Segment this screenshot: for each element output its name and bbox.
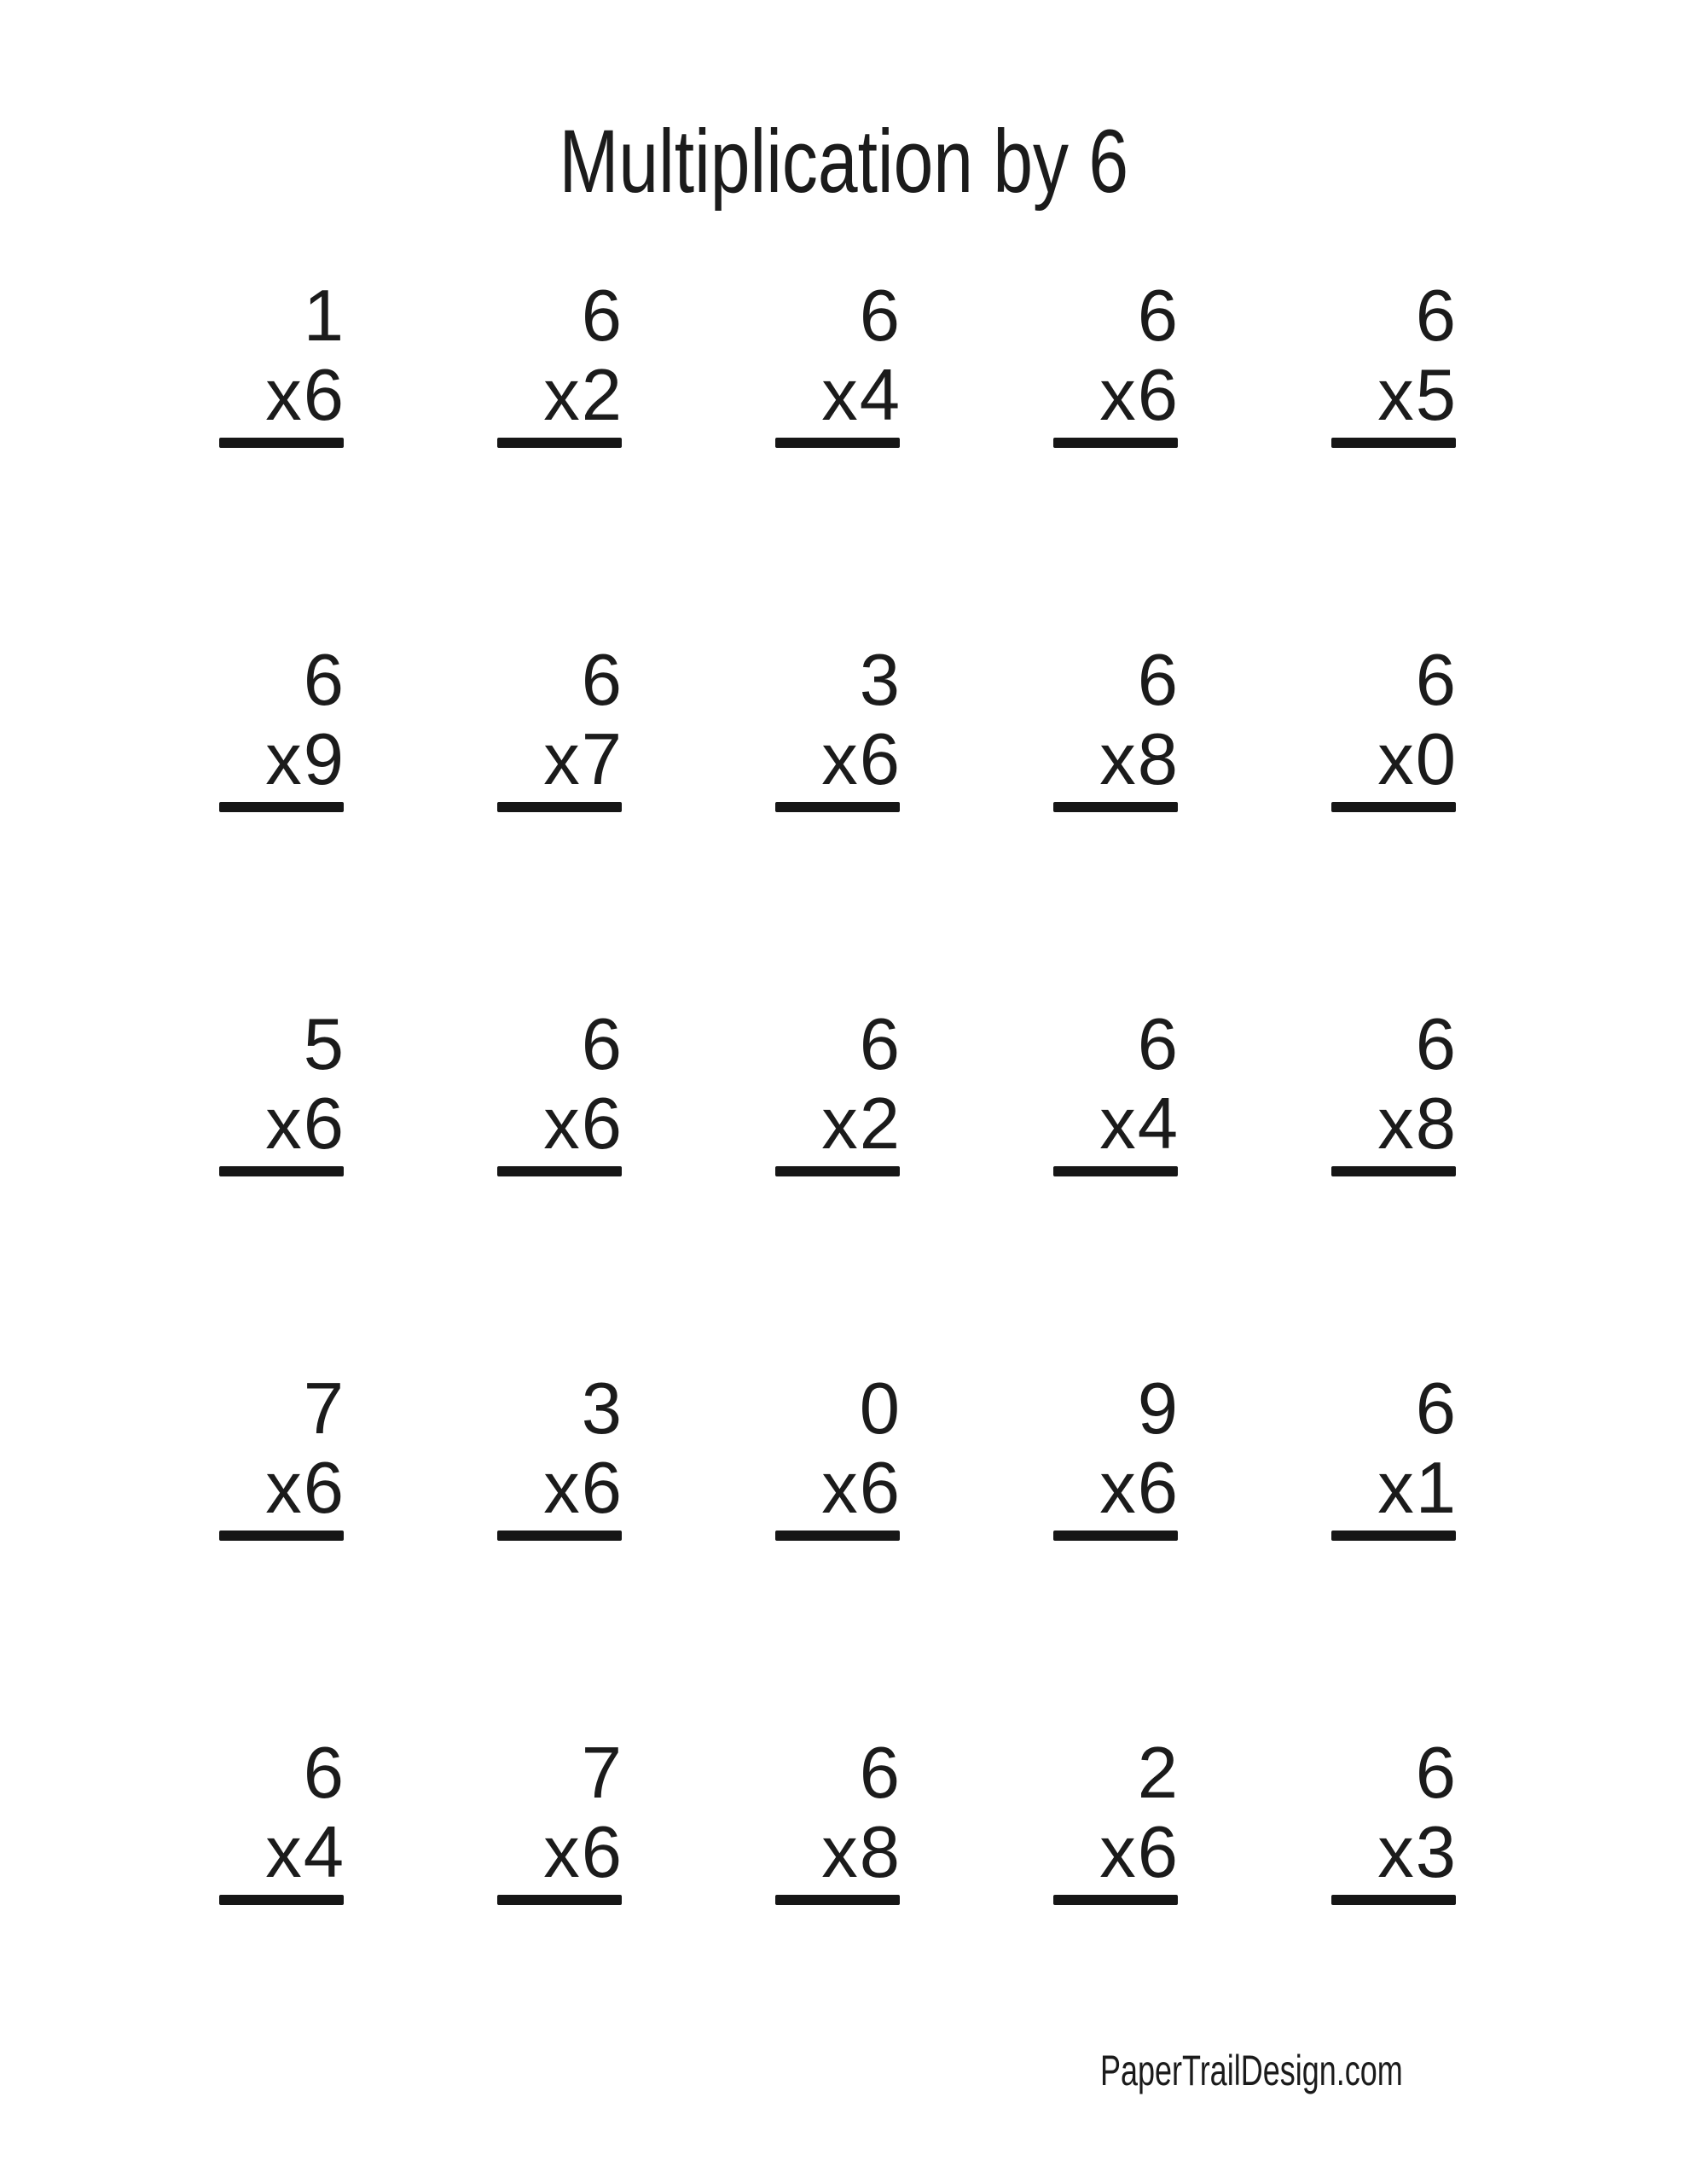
- multiplier-digit: 6: [859, 719, 900, 800]
- answer-line: [497, 1895, 622, 1905]
- multiply-operator: x: [1099, 355, 1136, 436]
- problem-r3-c1: [216, 1005, 344, 1369]
- answer-line: [1053, 1531, 1178, 1541]
- multiplier-row: [1328, 1813, 1456, 1892]
- problem-r2-c2: [494, 641, 622, 1005]
- problem-r5-c5: [1328, 1734, 1456, 2098]
- answer-line: [1331, 1166, 1456, 1176]
- multiplier-digit: 9: [303, 719, 344, 800]
- multiplier-digit: 6: [1137, 1812, 1178, 1893]
- multiply-operator: x: [1099, 719, 1136, 800]
- multiplier-digit: 6: [581, 1812, 622, 1893]
- multiply-operator: x: [543, 719, 580, 800]
- problem-r4-c5: [1328, 1369, 1456, 1734]
- footer-credit: [983, 2046, 1403, 2095]
- multiplicand-digit: 2: [1137, 1733, 1178, 1814]
- multiplier-row: [772, 1813, 900, 1892]
- multiply-operator: x: [1377, 1448, 1414, 1529]
- problem-r3-c4: [1050, 1005, 1178, 1369]
- multiplier-digit: 4: [1137, 1083, 1178, 1165]
- multiplicand-digit: 6: [1137, 1004, 1178, 1085]
- multiplicand-digit: 6: [303, 1733, 344, 1814]
- multiplier-digit: 2: [581, 355, 622, 436]
- problem-r5-c4: [1050, 1734, 1178, 2098]
- page-title: [0, 111, 1687, 213]
- multiplier-row: [216, 720, 344, 799]
- multiplier-digit: 6: [1137, 1448, 1178, 1529]
- multiplicand-digit: 5: [303, 1004, 344, 1085]
- multiplier-digit: 0: [1415, 719, 1456, 800]
- answer-line: [1053, 1166, 1178, 1176]
- multiplicand-digit: 9: [1137, 1368, 1178, 1449]
- multiply-operator: x: [543, 355, 580, 436]
- problem-r3-c3: [772, 1005, 900, 1369]
- multiplier-row: [494, 1084, 622, 1164]
- answer-line: [219, 438, 344, 448]
- multiplier-digit: 7: [581, 719, 622, 800]
- multiplicand-digit: 1: [303, 276, 344, 357]
- multiplier-row: [1328, 720, 1456, 799]
- multiplicand-digit: 3: [859, 640, 900, 721]
- multiplicand-digit: 6: [1137, 276, 1178, 357]
- footer-credit-text: PaperTrailDesign.com: [1100, 2047, 1403, 2094]
- multiplicand-digit: 6: [581, 1004, 622, 1085]
- problem-r3-c2: [494, 1005, 622, 1369]
- multiplier-digit: 6: [859, 1448, 900, 1529]
- problem-r4-c3: [772, 1369, 900, 1734]
- multiplier-row: [772, 1084, 900, 1164]
- multiplicand-digit: 6: [581, 276, 622, 357]
- multiplier-row: [494, 1449, 622, 1528]
- answer-line: [1331, 1895, 1456, 1905]
- problem-r4-c4: [1050, 1369, 1178, 1734]
- multiplier-row: [772, 720, 900, 799]
- multiplier-row: [1328, 356, 1456, 435]
- multiplier-digit: 3: [1415, 1812, 1456, 1893]
- answer-line: [1053, 438, 1178, 448]
- answer-line: [775, 438, 900, 448]
- multiply-operator: x: [1377, 1083, 1414, 1165]
- problem-r1-c4: [1050, 276, 1178, 641]
- multiplicand-digit: 6: [859, 276, 900, 357]
- multiplicand-digit: 6: [1137, 640, 1178, 721]
- multiplicand-digit: 6: [1415, 1733, 1456, 1814]
- multiplier-digit: 8: [1137, 719, 1178, 800]
- multiplicand-digit: 6: [859, 1004, 900, 1085]
- multiply-operator: x: [821, 719, 858, 800]
- problem-r2-c1: [216, 641, 344, 1005]
- multiplier-row: [494, 1813, 622, 1892]
- multiplier-row: [1328, 1084, 1456, 1164]
- page-title-text: Multiplication by 6: [559, 112, 1128, 212]
- answer-line: [775, 1531, 900, 1541]
- answer-line: [219, 1166, 344, 1176]
- multiplier-row: [1328, 1449, 1456, 1528]
- multiply-operator: x: [821, 1083, 858, 1165]
- problem-r2-c3: [772, 641, 900, 1005]
- problem-r4-c1: [216, 1369, 344, 1734]
- multiply-operator: x: [265, 1812, 302, 1893]
- multiplier-digit: 6: [303, 1083, 344, 1165]
- answer-line: [775, 802, 900, 812]
- multiply-operator: x: [543, 1083, 580, 1165]
- multiplier-row: [1050, 1449, 1178, 1528]
- answer-line: [497, 1166, 622, 1176]
- multiply-operator: x: [821, 355, 858, 436]
- multiplier-digit: 6: [1137, 355, 1178, 436]
- answer-line: [219, 1895, 344, 1905]
- multiplier-digit: 8: [859, 1812, 900, 1893]
- multiplicand-digit: 6: [1415, 276, 1456, 357]
- answer-line: [497, 438, 622, 448]
- multiplier-digit: 2: [859, 1083, 900, 1165]
- problem-r1-c2: [494, 276, 622, 641]
- multiply-operator: x: [1099, 1083, 1136, 1165]
- multiplier-row: [216, 1449, 344, 1528]
- answer-line: [775, 1166, 900, 1176]
- multiplier-digit: 6: [581, 1083, 622, 1165]
- multiplier-digit: 6: [303, 355, 344, 436]
- answer-line: [497, 1531, 622, 1541]
- multiply-operator: x: [1377, 1812, 1414, 1893]
- multiplicand-digit: 0: [859, 1368, 900, 1449]
- multiplicand-digit: 6: [859, 1733, 900, 1814]
- multiplicand-digit: 6: [581, 640, 622, 721]
- problem-r5-c3: [772, 1734, 900, 2098]
- multiplier-row: [1050, 356, 1178, 435]
- problem-r1-c1: [216, 276, 344, 641]
- answer-line: [1331, 802, 1456, 812]
- answer-line: [1053, 802, 1178, 812]
- multiply-operator: x: [821, 1812, 858, 1893]
- problem-r2-c5: [1328, 641, 1456, 1005]
- multiplier-row: [1050, 720, 1178, 799]
- multiply-operator: x: [1377, 719, 1414, 800]
- multiplier-digit: 8: [1415, 1083, 1456, 1165]
- multiply-operator: x: [265, 1083, 302, 1165]
- problem-r5-c2: [494, 1734, 622, 2098]
- multiply-operator: x: [543, 1448, 580, 1529]
- multiplier-row: [216, 1084, 344, 1164]
- multiply-operator: x: [265, 1448, 302, 1529]
- multiply-operator: x: [1377, 355, 1414, 436]
- multiplier-row: [216, 356, 344, 435]
- multiplier-digit: 5: [1415, 355, 1456, 436]
- multiply-operator: x: [265, 355, 302, 436]
- multiplier-digit: 6: [303, 1448, 344, 1529]
- multiplicand-digit: 7: [303, 1368, 344, 1449]
- multiplier-digit: 4: [303, 1812, 344, 1893]
- multiply-operator: x: [543, 1812, 580, 1893]
- answer-line: [219, 802, 344, 812]
- multiplier-digit: 6: [581, 1448, 622, 1529]
- multiply-operator: x: [1099, 1812, 1136, 1893]
- multiplier-digit: 4: [859, 355, 900, 436]
- problem-r1-c3: [772, 276, 900, 641]
- multiplier-row: [1050, 1084, 1178, 1164]
- multiplier-row: [216, 1813, 344, 1892]
- multiplicand-digit: 6: [1415, 640, 1456, 721]
- answer-line: [1331, 1531, 1456, 1541]
- answer-line: [1053, 1895, 1178, 1905]
- problems-grid: [141, 276, 1531, 2098]
- problem-r3-c5: [1328, 1005, 1456, 1369]
- answer-line: [775, 1895, 900, 1905]
- problem-r2-c4: [1050, 641, 1178, 1005]
- multiplier-row: [772, 1449, 900, 1528]
- multiplicand-digit: 6: [1415, 1004, 1456, 1085]
- multiplier-row: [772, 356, 900, 435]
- multiply-operator: x: [821, 1448, 858, 1529]
- answer-line: [1331, 438, 1456, 448]
- answer-line: [219, 1531, 344, 1541]
- multiplier-row: [494, 720, 622, 799]
- multiplicand-digit: 3: [581, 1368, 622, 1449]
- problem-r4-c2: [494, 1369, 622, 1734]
- multiplicand-digit: 6: [303, 640, 344, 721]
- problem-r5-c1: [216, 1734, 344, 2098]
- multiplicand-digit: 7: [581, 1733, 622, 1814]
- multiply-operator: x: [1099, 1448, 1136, 1529]
- problem-r1-c5: [1328, 276, 1456, 641]
- answer-line: [497, 802, 622, 812]
- multiplicand-digit: 6: [1415, 1368, 1456, 1449]
- multiplier-row: [1050, 1813, 1178, 1892]
- multiplier-row: [494, 356, 622, 435]
- multiplier-digit: 1: [1415, 1448, 1456, 1529]
- multiply-operator: x: [265, 719, 302, 800]
